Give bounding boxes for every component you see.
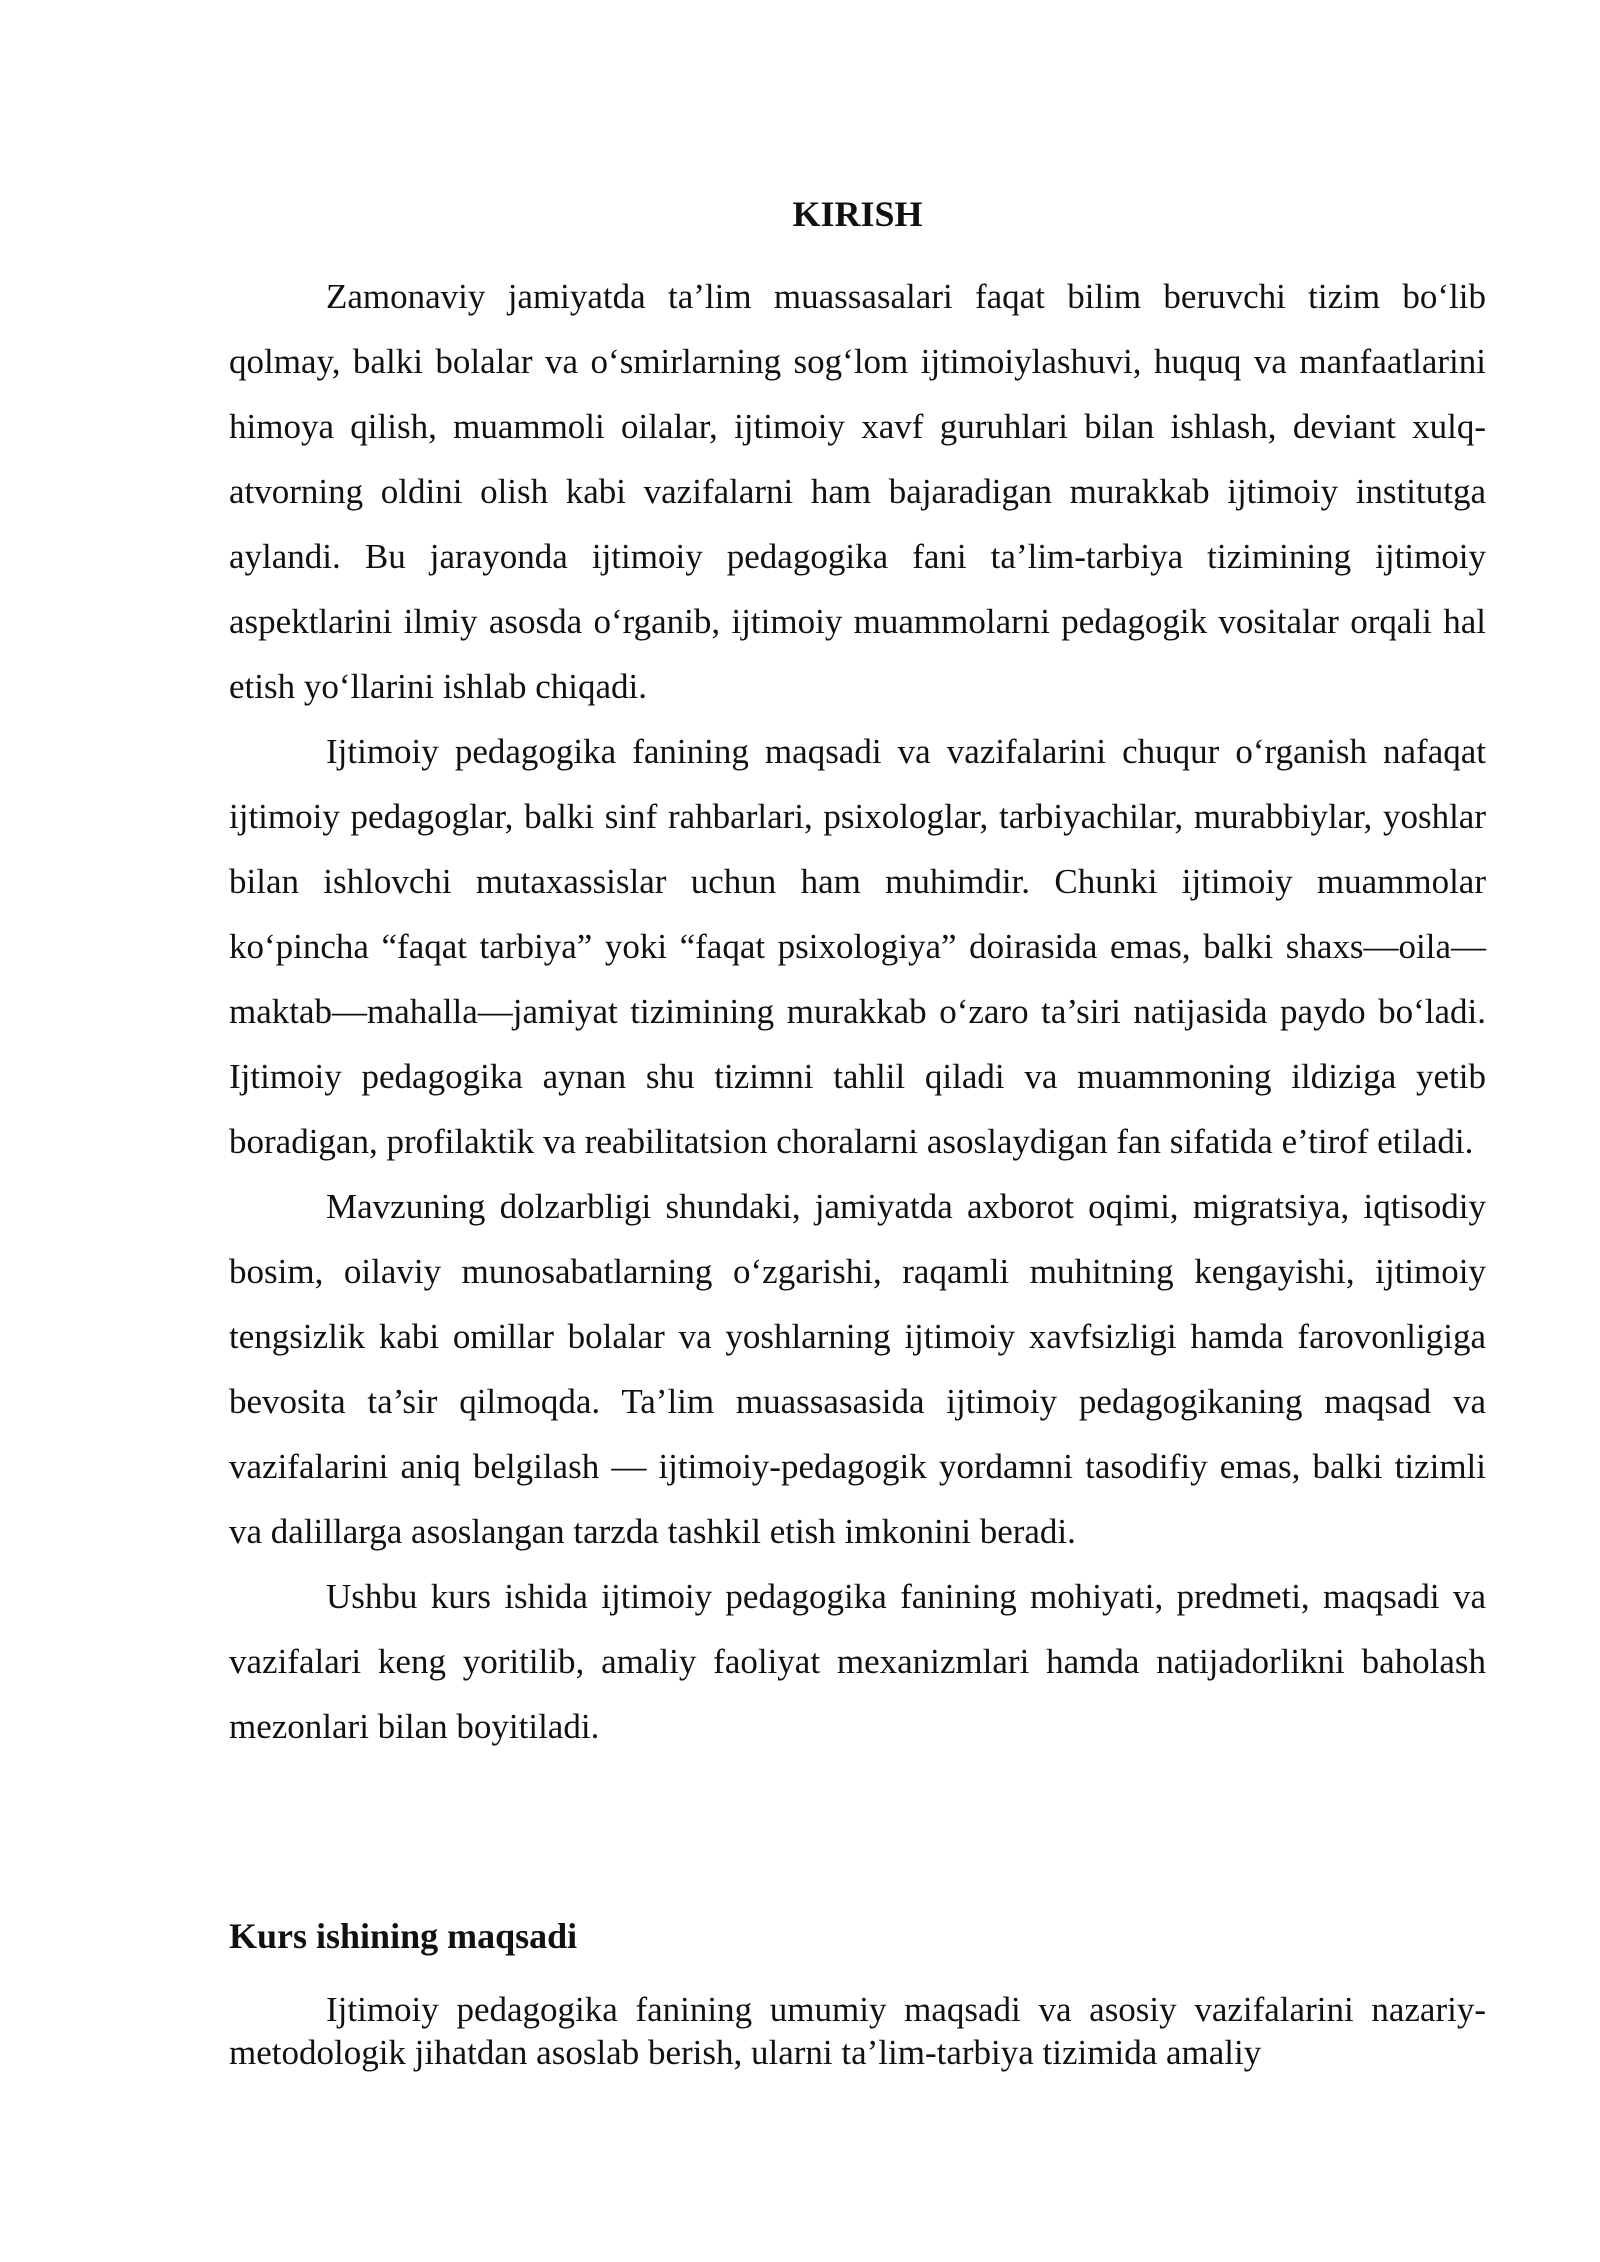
page-title: KIRISH [792, 194, 923, 234]
body-text [229, 264, 1486, 1759]
paragraph-importance: Ijtimoiy pedagogika fanining maqsadi va vazifalarini chuqur o‘rganish nafaqat ijtimoiy pedagoglar, balki sinf rahbarlari, psixologlar, tarbiyachilar, murabbiylar, yoshlar bilan ishlovchi mutaxassislar uchun ham muhimdir. Chunki ijtimoiy muammolar ko‘pincha “faqat tarbiya” yoki “faqat psixologiya” doirasida emas, balki shaxs—oila—maktab—mahalla—jamiyat tizimining murakkab o‘zaro ta’siri natijasida paydo bo‘ladi. Ijtimoiy pedagogika aynan shu tizimni tahlil qiladi va muammoning ildiziga yetib boradigan, profilaktik va reabilitatsion choralarni asoslaydigan fan sifatida e’tirof etiladi. [229, 732, 1486, 1161]
paragraph-intro: Zamonaviy jamiyatda ta’lim muassasalari faqat bilim beruvchi tizim bo‘lib qolmay, balki bolalar va o‘smirlarning sog‘lom ijtimoiylashuvi, huquq va manfaatlarini himoya qilish, muammoli oilalar, ijtimoiy xavf guruhlari bilan ishlash, deviant xulq-atvorning oldini olish kabi vazifalarni ham bajaradigan murakkab ijtimoiy institutga aylandi. Bu jarayonda ijtimoiy pedagogika fani ta’lim-tarbiya tizimining ijtimoiy aspektlarini ilmiy asosda o‘rganib, ijtimoiy muammolarni pedagogik vositalar orqali hal etish yo‘llarini ishlab chiqadi. [229, 277, 1486, 706]
section-heading: Kurs ishining maqsadi [229, 1916, 578, 1956]
paragraph-goal: Ijtimoiy pedagogika fanining umumiy maqsadi va asosiy vazifalarini nazariy-metodologik jihatdan asoslab berish, ularni ta’lim-tarbiya tizimida amaliy [229, 1990, 1486, 2072]
paragraph-scope: Ushbu kurs ishida ijtimoiy pedagogika fanining mohiyati, predmeti, maqsadi va vazifalari keng yoritilib, amaliy faoliyat mexanizmlari hamda natijadorlikni baholash mezonlari bilan boyitiladi. [229, 1577, 1486, 1746]
paragraph-relevance: Mavzuning dolzarbligi shundaki, jamiyatda axborot oqimi, migratsiya, iqtisodiy bosim, oilaviy munosabatlarning o‘zgarishi, raqamli muhitning kengayishi, ijtimoiy tengsizlik kabi omillar bolalar va yoshlarning ijtimoiy xavfsizligi hamda farovonligiga bevosita ta’sir qilmoqda. Ta’lim muassasasida ijtimoiy pedagogikaning maqsad va vazifalarini aniq belgilash — ijtimoiy-pedagogik yordamni tasodifiy emas, balki tizimli va dalillarga asoslangan tarzda tashkil etish imkonini beradi. [229, 1187, 1486, 1551]
